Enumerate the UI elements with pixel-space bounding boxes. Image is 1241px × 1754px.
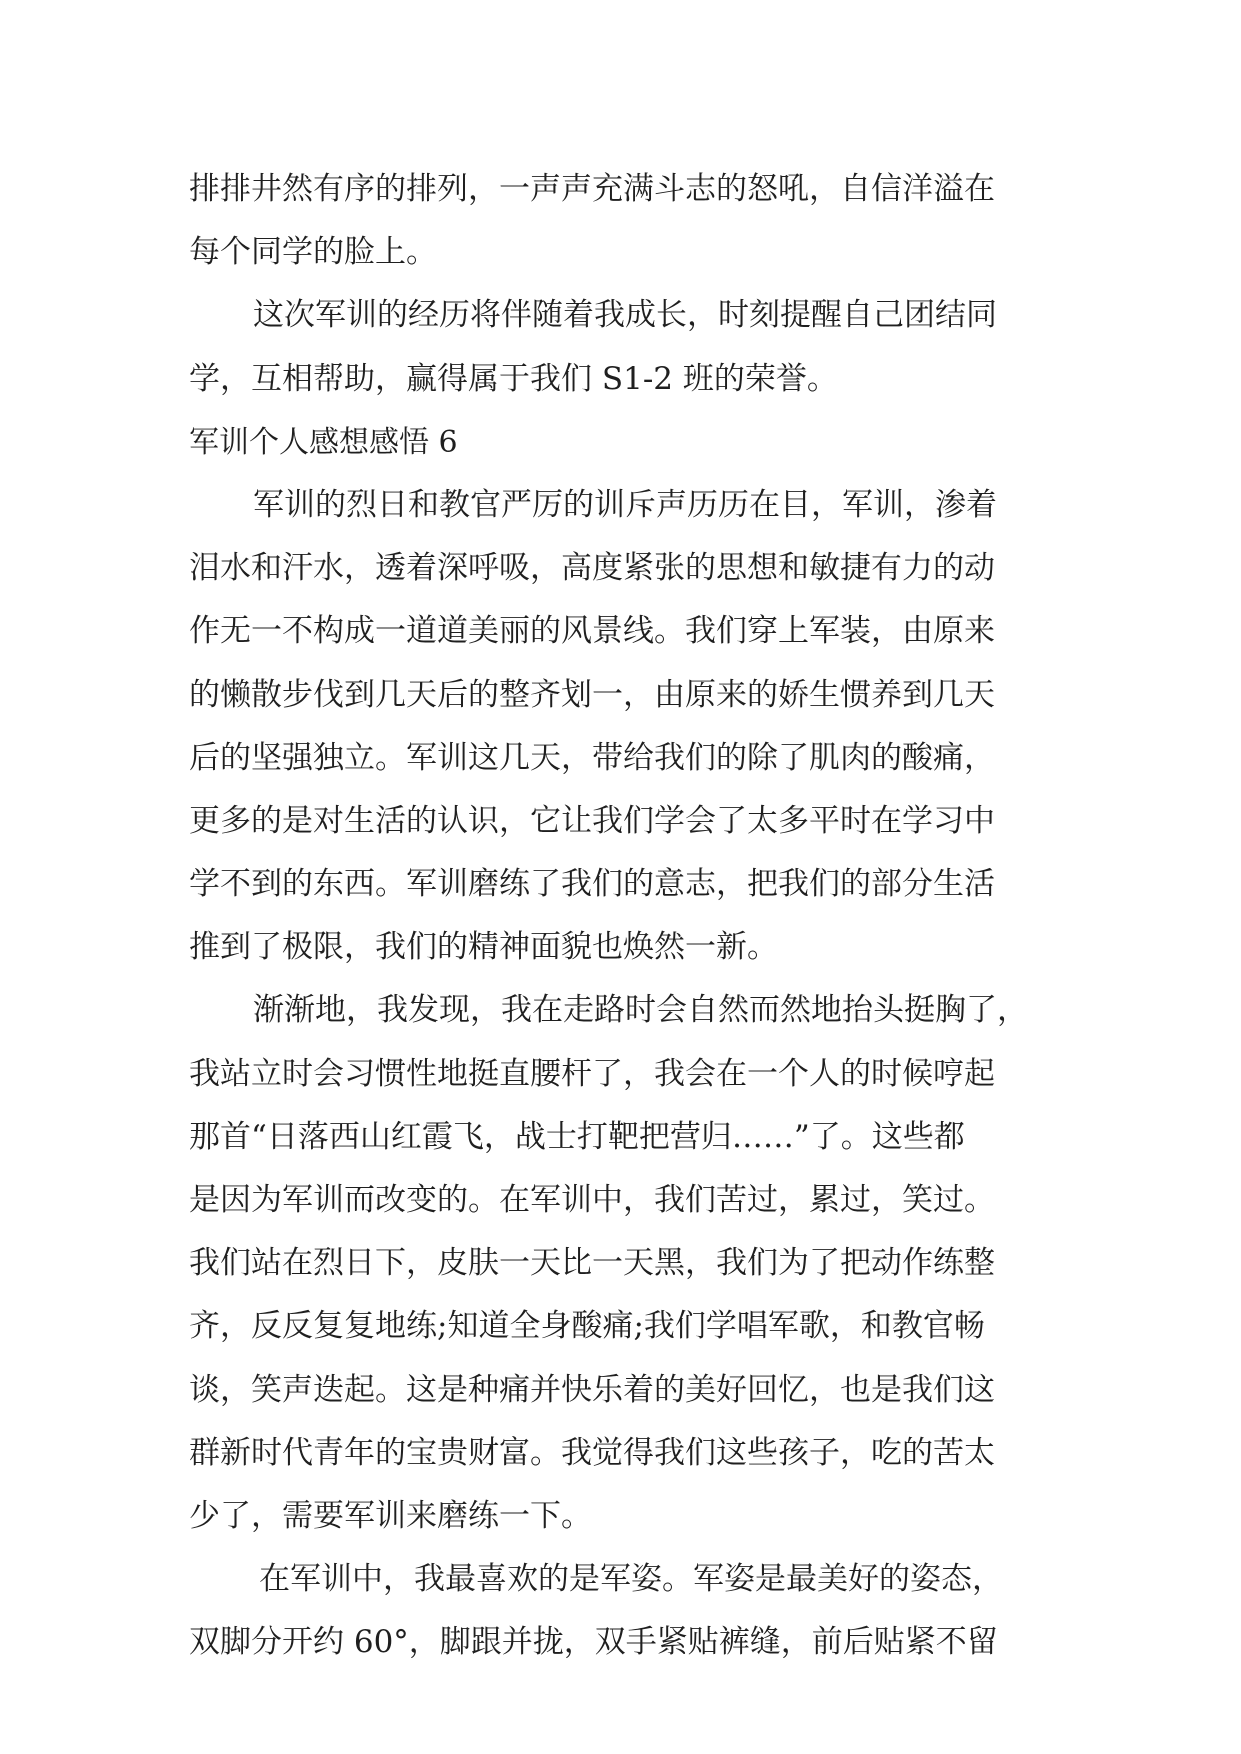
document-body — [189, 158, 1049, 1675]
text-line: 学，互相帮助，赢得属于我们 S1-2 班的荣誉。 — [189, 360, 838, 397]
text-line: 谈，笑声迭起。这是种痛并快乐着的美好回忆，也是我们这 — [189, 1371, 995, 1408]
text-line: 后的坚强独立。军训这几天，带给我们的除了肌肉的酸痛， — [189, 739, 995, 776]
text-line: 作无一不构成一道道美丽的风景线。我们穿上军装，由原来 — [189, 613, 995, 650]
paragraph-first-line: 在军训中，我最喜欢的是军姿。军姿是最美好的姿态， — [259, 1561, 1003, 1598]
paragraph-first-line: 渐渐地，我发现，我在走路时会自然而然地抬头挺胸了， — [253, 992, 1028, 1029]
section-heading: 军训个人感想感悟 6 — [189, 424, 458, 460]
text-line: 齐，反反复复地练;知道全身酸痛;我们学唱军歌，和教官畅 — [189, 1308, 985, 1345]
text-line: 那首“日落西山红霞飞，战士打靶把营归……”了。这些都 — [189, 1118, 965, 1155]
text-line: 更多的是对生活的认识，它让我们学会了太多平时在学习中 — [189, 802, 995, 839]
text-line: 是因为军训而改变的。在军训中，我们苦过，累过，笑过。 — [189, 1182, 995, 1218]
text-line: 学不到的东西。军训磨练了我们的意志，把我们的部分生活 — [189, 866, 995, 903]
text-line: 推到了极限，我们的精神面貌也焕然一新。 — [189, 929, 778, 966]
paragraph-first-line: 这次军训的经历将伴随着我成长，时刻提醒自己团结同 — [253, 297, 997, 334]
text-line: 少了，需要军训来磨练一下。 — [189, 1497, 592, 1534]
text-line: 的懒散步伐到几天后的整齐划一，由原来的娇生惯养到几天 — [189, 676, 995, 713]
text-line: 我们站在烈日下，皮肤一天比一天黑，我们为了把动作练整 — [189, 1245, 995, 1282]
text-line: 群新时代青年的宝贵财富。我觉得我们这些孩子，吃的苦太 — [189, 1434, 995, 1471]
text-line: 双脚分开约 60°，脚跟并拢，双手紧贴裤缝，前后贴紧不留 — [189, 1624, 998, 1661]
text-line: 泪水和汗水，透着深呼吸，高度紧张的思想和敏捷有力的动 — [189, 550, 995, 587]
text-line: 每个同学的脸上。 — [189, 234, 437, 271]
text-line: 我站立时会习惯性地挺直腰杆了，我会在一个人的时候哼起 — [189, 1055, 995, 1092]
paragraph-first-line: 军训的烈日和教官严厉的训斥声历历在目，军训，渗着 — [253, 486, 997, 523]
text-line: 排排井然有序的排列，一声声充满斗志的怒吼，自信洋溢在 — [189, 171, 995, 207]
